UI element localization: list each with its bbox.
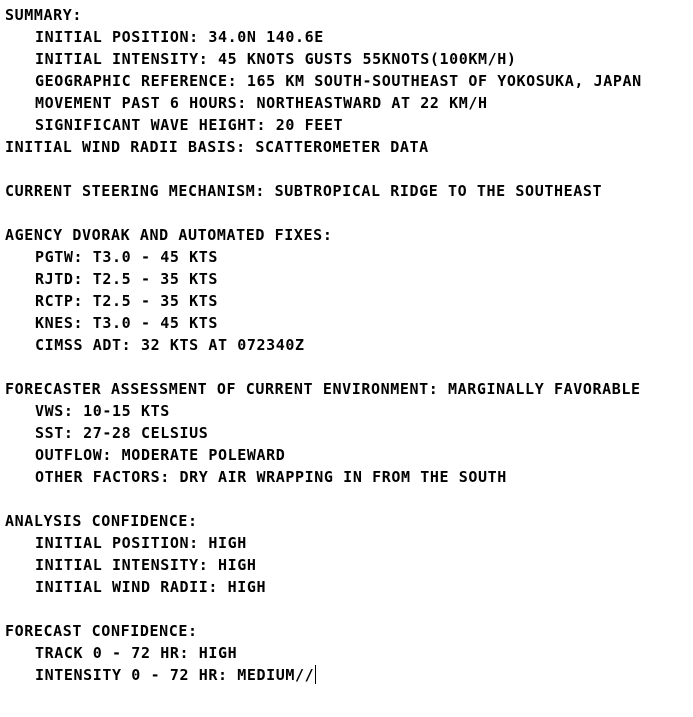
steering-mechanism-line: CURRENT STEERING MECHANISM: SUBTROPICAL RIDGE TO THE SOUTHEAST bbox=[5, 182, 603, 200]
analysis-confidence-position: INITIAL POSITION: HIGH bbox=[35, 534, 247, 552]
fix-item-cimss-adt: CIMSS ADT: 32 KTS AT 072340Z bbox=[35, 336, 305, 354]
blank-line bbox=[5, 202, 691, 224]
initial-intensity-line: INITIAL INTENSITY: 45 KNOTS GUSTS 55KNOTS(100KM/H) bbox=[35, 50, 517, 68]
forecast-confidence-heading: FORECAST CONFIDENCE: bbox=[5, 622, 198, 640]
analysis-confidence-wind-radii: INITIAL WIND RADII: HIGH bbox=[35, 578, 267, 596]
blank-line bbox=[5, 598, 691, 620]
environment-heading: FORECASTER ASSESSMENT OF CURRENT ENVIRONMENT: MARGINALLY FAVORABLE bbox=[5, 380, 641, 398]
forecast-confidence-intensity: INTENSITY 0 - 72 HR: MEDIUM// bbox=[35, 666, 315, 684]
blank-line bbox=[5, 488, 691, 510]
analysis-confidence-heading: ANALYSIS CONFIDENCE: bbox=[5, 512, 198, 530]
fix-item-rctp: RCTP: T2.5 - 35 KTS bbox=[35, 292, 218, 310]
warning-text-document[interactable] bbox=[5, 4, 691, 686]
fix-item-knes: KNES: T3.0 - 45 KTS bbox=[35, 314, 218, 332]
geographic-reference-line: GEOGRAPHIC REFERENCE: 165 KM SOUTH-SOUTHEAST OF YOKOSUKA, JAPAN bbox=[35, 72, 642, 90]
environment-item-other-factors: OTHER FACTORS: DRY AIR WRAPPING IN FROM THE SOUTH bbox=[35, 468, 507, 486]
forecast-confidence-intensity-row bbox=[5, 664, 691, 686]
fix-item-pgtw: PGTW: T3.0 - 45 KTS bbox=[35, 248, 218, 266]
wind-radii-basis-line: INITIAL WIND RADII BASIS: SCATTEROMETER DATA bbox=[5, 138, 429, 156]
environment-item-sst: SST: 27-28 CELSIUS bbox=[35, 424, 209, 442]
environment-item-outflow: OUTFLOW: MODERATE POLEWARD bbox=[35, 446, 286, 464]
analysis-confidence-intensity: INITIAL INTENSITY: HIGH bbox=[35, 556, 257, 574]
fix-item-rjtd: RJTD: T2.5 - 35 KTS bbox=[35, 270, 218, 288]
initial-position-line: INITIAL POSITION: 34.0N 140.6E bbox=[35, 28, 324, 46]
movement-line: MOVEMENT PAST 6 HOURS: NORTHEASTWARD AT 22 KM/H bbox=[35, 94, 488, 112]
summary-heading: SUMMARY: bbox=[5, 6, 83, 24]
text-cursor bbox=[315, 665, 316, 684]
blank-line bbox=[5, 356, 691, 378]
wave-height-line: SIGNIFICANT WAVE HEIGHT: 20 FEET bbox=[35, 116, 344, 134]
fixes-heading: AGENCY DVORAK AND AUTOMATED FIXES: bbox=[5, 226, 333, 244]
environment-item-vws: VWS: 10-15 KTS bbox=[35, 402, 170, 420]
forecast-confidence-track: TRACK 0 - 72 HR: HIGH bbox=[35, 644, 238, 662]
blank-line bbox=[5, 158, 691, 180]
